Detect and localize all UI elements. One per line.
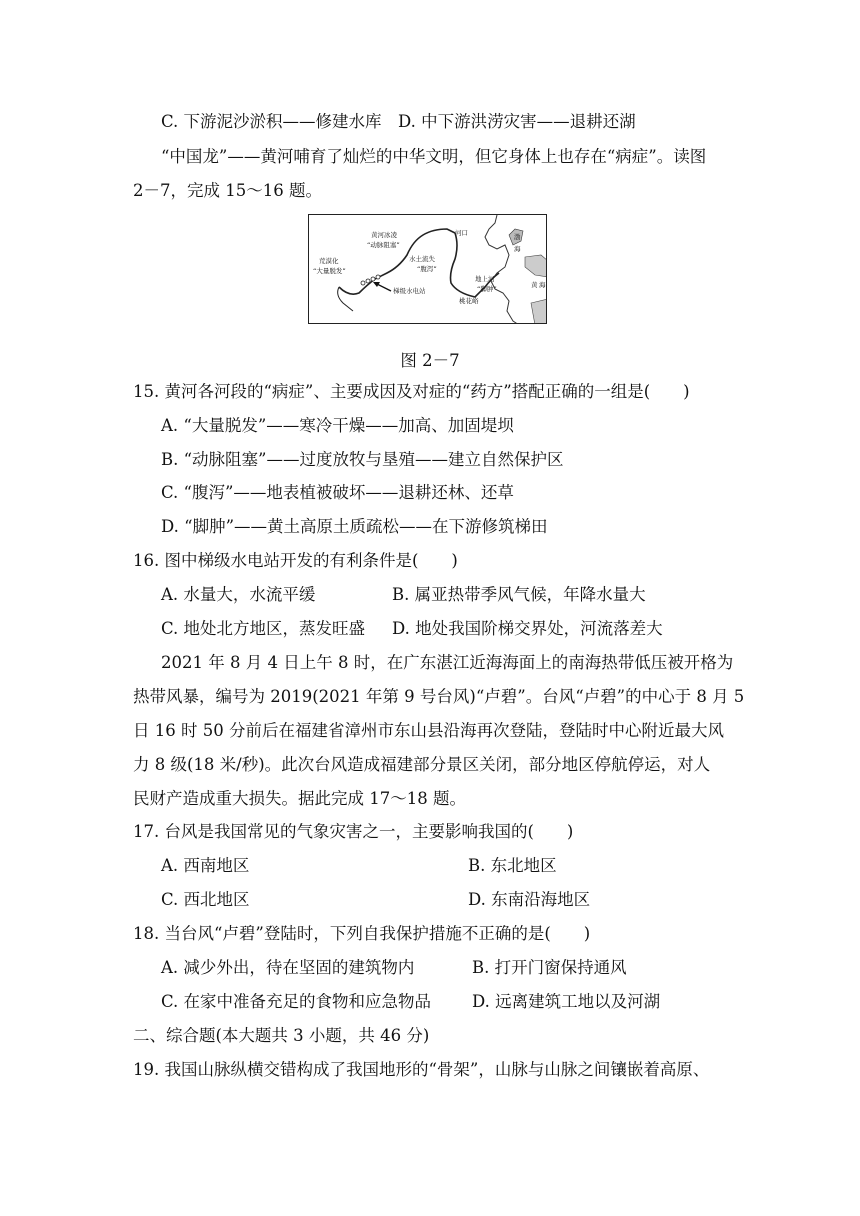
- map-drawing: [309, 215, 547, 324]
- label-bohai: 渤: [514, 233, 521, 241]
- passage-line: 民财产造成重大损失。据此完成 17～18 题。: [133, 789, 466, 808]
- question-19: 19. 我国山脉纵横交错构成了我国地形的“骨架”，山脉与山脉之间镶嵌着高原、: [133, 1060, 710, 1079]
- label-dam: 梯级水电站: [393, 287, 426, 295]
- option-16d: D. 地处我国阶梯交界处，河流落差大: [392, 619, 663, 638]
- label-yellow-sea-2: 海: [539, 281, 546, 289]
- label-ice-nickname: “动脉阻塞”: [367, 241, 400, 249]
- passage-line: 日 16 时 50 分前后在福建省漳州市东山县沿海再次登陆，登陆时中心附近最大风: [133, 721, 724, 740]
- option-15a: A. “大量脱发”——寒冷干燥——加高、加固堤坝: [161, 416, 514, 435]
- label-ice: 黄河冰凌: [371, 231, 397, 239]
- label-desert: 荒漠化: [319, 257, 339, 265]
- section-heading: 二、综合题(本大题共 3 小题，共 46 分): [133, 1026, 430, 1045]
- label-yellow-sea: 黄: [531, 281, 538, 289]
- label-desert-nickname: “大量脱发”: [313, 267, 346, 275]
- option-15d: D. “脚肿”——黄土高原土质疏松——在下游修筑梯田: [161, 517, 548, 536]
- option-18d: D. 远离建筑工地以及河湖: [472, 992, 661, 1011]
- figure-caption: 图 2－7: [400, 351, 460, 370]
- question-17: 17. 台风是我国常见的气象灾害之一，主要影响我国的( ): [133, 822, 574, 841]
- passage-line: 热带风暴，编号为 2019(2021 年第 9 号台风)“卢碧”。台风“卢碧”的中心于 8 月 5: [133, 687, 745, 706]
- q14-options-cd: C. 下游泥沙淤积——修建水库 D. 中下游洪涝灾害——退耕还湖: [161, 112, 636, 131]
- intro-text-line: “中国龙”——黄河哺育了灿烂的中华文明，但它身体上也存在“病症”。读图: [161, 147, 707, 166]
- question-15: 15. 黄河各河段的“病症”、主要成因及对症的“药方”搭配正确的一组是( ): [133, 382, 690, 401]
- option-17b: B. 东北地区: [468, 856, 557, 875]
- option-15c: C. “腹泻”——地表植被破坏——退耕还林、还草: [161, 483, 514, 502]
- label-bohai-sea: 海: [514, 245, 521, 253]
- passage-line: 力 8 级(18 米/秒)。此次台风造成福建部分景区关闭，部分地区停航停运，对人: [133, 755, 711, 774]
- label-suspended-river: 地上河: [475, 275, 495, 283]
- option-15b: B. “动脉阻塞”——过度放牧与垦殖——建立自然保护区: [161, 450, 564, 469]
- option-16a: A. 水量大，水流平缓: [161, 585, 316, 604]
- option-16c: C. 地处北方地区，蒸发旺盛: [161, 619, 366, 638]
- question-16: 16. 图中梯级水电站开发的有利条件是( ): [133, 551, 458, 570]
- option-16b: B. 属亚热带季风气候，年降水量大: [392, 585, 646, 604]
- intro-text-line: 2－7，完成 15～16 题。: [133, 181, 322, 200]
- label-taohuayu: 桃花峪: [459, 297, 479, 305]
- label-estuary: 河口: [455, 229, 468, 237]
- question-18: 18. 当台风“卢碧”登陆时，下列自我保护措施不正确的是( ): [133, 924, 591, 943]
- option-17a: A. 西南地区: [161, 856, 250, 875]
- label-soil-nickname: “腹泻”: [417, 265, 437, 273]
- passage-line: 2021 年 8 月 4 日上午 8 时，在广东湛江近海海面上的南海热带低压被开格为: [161, 653, 734, 672]
- option-18c: C. 在家中准备充足的食物和应急物品: [161, 992, 432, 1011]
- option-18a: A. 减少外出，待在坚固的建筑物内: [161, 958, 415, 977]
- option-17d: D. 东南沿海地区: [468, 890, 591, 909]
- yellow-river-map: [308, 214, 547, 324]
- option-17c: C. 西北地区: [161, 890, 250, 909]
- label-suspended-nickname: “脚肿”: [477, 285, 497, 293]
- option-18b: B. 打开门窗保持通风: [472, 958, 627, 977]
- label-soil-erosion: 水土流失: [409, 255, 435, 263]
